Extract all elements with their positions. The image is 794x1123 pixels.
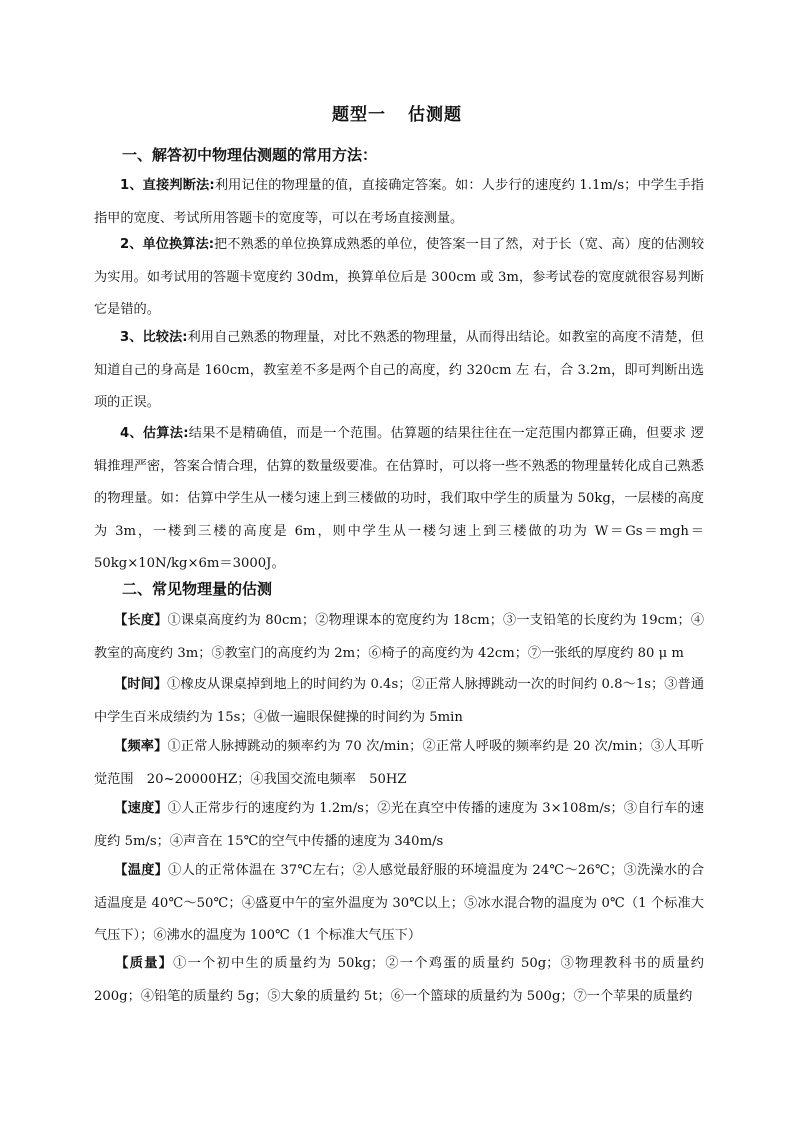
quantity-lead: 【频率】 xyxy=(114,739,168,754)
method-text: 结果不是精确值，而是一个范围。估算题的结果往往在一定范围内都算正确，但要求 逻辑推理严密，答案合情合理，估算的数量级要准。在估算时，可以将一些不熟悉的物理量转化成自己熟悉的物理量。如：估算中学生从一楼匀速上到三楼做的功时，我们取中学生的质量为 50kg，一层楼的高度为 3m，一楼到三楼的高度是 6m，则中学生从一楼匀速上到三楼做的功为 W＝Gs＝mgh＝50kg×10N/kg×6m＝3000J。 xyxy=(94,426,704,571)
title-part-2: 估测题 xyxy=(408,105,462,125)
method-lead: 1、直接判断法: xyxy=(120,178,215,193)
method-lead: 2、单位换算法: xyxy=(120,237,214,252)
quantity-paragraph-frequency xyxy=(94,731,704,796)
quantity-text: ①课桌高度约为 80cm；②物理课本的宽度约为 18cm；③一支铅笔的长度约为 19cm；④教室的高度约 3m；⑤教室门的高度约为 2m；⑥椅子的高度约为 42cm；⑦一张纸的厚度约 80 μ m xyxy=(94,613,705,661)
quantity-text: ①橡皮从课桌掉到地上的时间约为 0.4s；②正常人脉搏跳动一次的时间约 0.8～1s；③普通中学生百米成绩约为 15s；④做一遍眼保健操的时间约为 5min xyxy=(94,677,705,725)
method-lead: 4、估算法: xyxy=(120,426,189,441)
method-paragraph-comparison xyxy=(94,322,704,420)
page-title xyxy=(0,103,794,127)
quantity-paragraph-time xyxy=(94,669,704,734)
method-paragraph-direct xyxy=(94,170,704,235)
method-paragraph-unit-conversion xyxy=(94,229,704,327)
quantity-text: ①人的正常体温在 37℃左右；②人感觉最舒服的环境温度为 24℃～26℃；③洗澡水的合适温度是 40℃～50℃；④盛夏中午的室外温度为 30℃以上；⑤冰水混合物的温度为 0℃（1 个标准大气压下）；⑥沸水的温度为 100℃（1 个标准大气压下） xyxy=(94,863,705,943)
quantity-text: ①一个初中生的质量约为 50kg；②一个鸡蛋的质量约 50g；③物理教科书的质量约 200g；④铅笔的质量约 5g；⑤大象的质量约 5t；⑥一个篮球的质量约为 500g；⑦一个苹果的质量约 xyxy=(94,956,704,1004)
quantity-lead: 【温度】 xyxy=(114,863,169,878)
quantity-paragraph-mass xyxy=(94,948,704,1013)
section-heading-methods: 一、解答初中物理估测题的常用方法： xyxy=(122,146,378,164)
quantity-lead: 【质量】 xyxy=(114,956,174,971)
quantity-paragraph-speed xyxy=(94,793,704,858)
method-text: 利用记住的物理量的值，直接确定答案。如：人步行的速度约 1.1m/s；中学生手指指甲的宽度、考试所用答题卡的宽度等，可以在考场直接测量。 xyxy=(94,178,704,226)
quantity-paragraph-temperature xyxy=(94,855,704,953)
method-lead: 3、比较法: xyxy=(120,330,188,345)
method-text: 利用自己熟悉的物理量，对比不熟悉的物理量，从而得出结论。如教室的高度不清楚，但知道自己的身高是 160cm，教室差不多是两个自己的高度，约 320cm 左 右，合 3.2m，即可判断出选项的正误。 xyxy=(94,330,704,410)
method-paragraph-estimation xyxy=(94,418,704,581)
quantity-text: ①正常人脉搏跳动的频率约为 70 次/min；②正常人呼吸的频率约是 20 次/min；③人耳听觉范围 20~20000HZ；④我国交流电频率 50HZ xyxy=(94,739,704,787)
quantity-paragraph-length xyxy=(94,605,704,670)
quantity-text: ①人正常步行的速度约为 1.2m/s；②光在真空中传播的速度为 3×108m/s；③自行车的速度约 5m/s；④声音在 15℃的空气中传播的速度为 340m/s xyxy=(94,801,704,849)
quantity-lead: 【长度】 xyxy=(114,613,168,628)
section-heading-quantities: 二、常见物理量的估测 xyxy=(122,580,273,598)
method-text: 把不熟悉的单位换算成熟悉的单位，使答案一目了然，对于长（宽、高）度的估测较为实用。如考试用的答题卡宽度约 30dm，换算单位后是 300cm 或 3m，参考试卷的宽度就很容易判断它是错的。 xyxy=(94,237,705,317)
quantity-lead: 【速度】 xyxy=(114,801,168,816)
title-part-1: 题型一 xyxy=(332,105,386,125)
quantity-lead: 【时间】 xyxy=(114,677,168,692)
